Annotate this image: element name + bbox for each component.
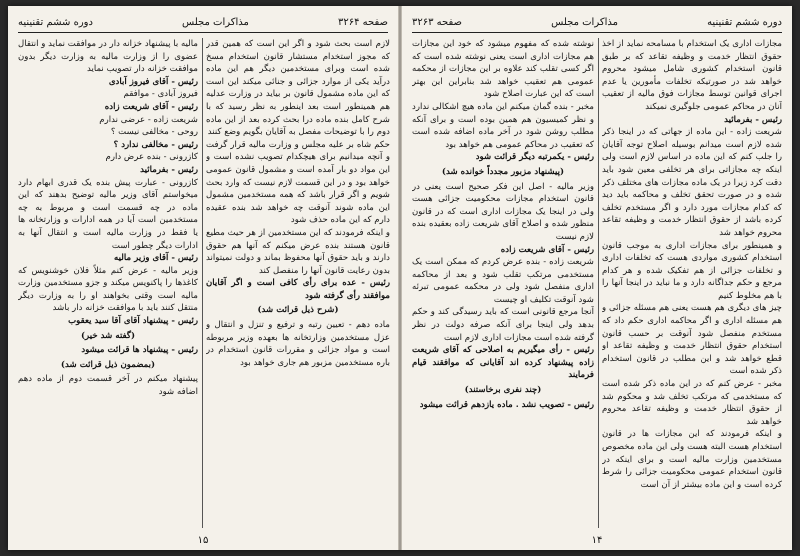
paragraph: مجازات اداری یک استخدام با مسامحه نماید از اخذ حقوق انتظار خدمت و وظیفه تقاعد که بر طبق قانون استخدام کشوری شامل میشود محروم خواهد شد در صورتیکه تخلفات مأمورین یا عدم اجرای قوانین توسط مجازات فوق مالیه از تعقیب آنان در محاکم عمومی جلوگیری نمیکند xyxy=(602,39,782,112)
paragraph: پیشنهاد میکنم در آخر قسمت دوم از ماده دهم اضافه شود xyxy=(18,374,198,398)
paragraph: و همینطور برای مجازات اداری به موجب قانون استخدام کشوری مواردی هست که تخلفات اداری و تخلفات جزائی از هم تفکیک شده و هر کدام مرجع و حکم جداگانه دارد و ما نباید در اینجا آنها را با هم مخلوط کنیم xyxy=(602,240,782,301)
page-header xyxy=(18,14,388,30)
paragraph: وزیر مالیه - عرض کنم مثلاً فلان خوشنویس که کاغذها را پاکنویس میکند و جزو مستخدمین وزارت مالیه است وقتی بخواهند او را به وزارت دیگر منتقل کنند باید با موافقت خزانه دار باشد xyxy=(18,265,198,314)
folio-number: ۱۵ xyxy=(197,535,209,546)
speaker-line: شریعت زاده - عرضی ندارم xyxy=(99,114,198,125)
page-header xyxy=(412,14,782,30)
paragraph: نوشته شده که مفهوم میشود که خود این مجازات هم مجازات اداری است یعنی نوشته شده است که اگر کسی تقلب کند علاوه بر این مجازات از محکمه عمومی هم تعقیب خواهد شد بنابراین این بهتر است که این عبارت اصلاح شود xyxy=(412,39,594,100)
paragraph: شریعت زاده - بنده عرض کردم که ممکن است یک مستخدمی مرتکب تقلب شود و بعد از محاکمه اداری منفصل شود ولی در محکمه عمومی تبرئه شود آنوقت تکلیف او چیست xyxy=(412,257,594,305)
text-column-left xyxy=(18,38,198,528)
speaker-line: رئیس - رأی میگیریم به اصلاحی که آقای شریعت زاده پیشنهاد کرده اند آقایانی که موافقند قیام فرمایند xyxy=(412,345,594,381)
speaker-line: رئیس - یکمرتبه دیگر قرائت شود xyxy=(475,152,594,163)
paragraph: مخبر - بنده گمان میکنم این ماده هیچ اشکالی ندارد و نظر کمیسیون هم همین بوده است و برای آنکه مطلب روشن شود در آخر ماده اضافه شده است که تعقیب در محاکم عمومی هم خواهد بود xyxy=(412,101,594,150)
paragraph: و اینکه فرمودند که این مجازات ها در قانون استخدام هست البته هست ولی این ماده مخصوص مستخدمین وزارت مالیه است و برای اینکه در قانون استخدام عمومی محکومیت جزائی را شرط کرده است و این ماده بیشتر از آن است xyxy=(602,429,782,490)
centered-note: (گفته شد خیر) xyxy=(80,330,136,341)
centered-note: (شرح ذیل قرائت شد) xyxy=(257,305,339,316)
centered-note: (چند نفری برخاستند) xyxy=(464,385,542,396)
centered-note: (پیشنهاد مزبور مجدداً خوانده شد) xyxy=(441,166,565,177)
left-page xyxy=(8,6,398,550)
speaker-line: رئیس - پیشنهاد آقای آقا سید یعقوب xyxy=(68,316,198,327)
speaker-line: رئیس - پیشنهاد ها قرائت میشود xyxy=(81,345,198,356)
paragraph: و اینکه فرمودند که این مستخدمین از هر حیث مطیع قانون هستند بنده عرض میکنم که آنها هم حقوق دارند و باید حقوق آنها محفوظ بماند و دولت نمیتواند بدون رعایت قانون آنها را منفصل کند xyxy=(206,227,390,276)
paragraph: شریعت زاده - این ماده از جهاتی که در اینجا ذکر شده لازم است میدانم بوسیله اصلاح توجه آقایان را جلب کنم که این ماده در اساس لازم است ولی اینکه چه مجازاتی برای هر تخلفی معین شود باید دقت کرد زیرا در یک ماده مجازات های مختلف ذکر شده و در صورت تحقق تخلف و محاکمه باید دید که کدام مجازات مورد دارد و اگر مستخدم تخلف کرده باشد از حقوق انتظار خدمت و وظیفه تقاعد محروم خواهد شد xyxy=(602,127,782,238)
paragraph: ماده دهم - تعیین رتبه و ترفیع و تنزل و انتقال و عزل مستخدمین وزارتخانه ها بعهده وزیر مربوطه است و مواد جزائی و مقررات قانون استخدام در باره مستخدمین مزبور هم جاری خواهد بود xyxy=(206,320,390,368)
paragraph: حکم شاه بر علیه مجلس و وزارت مالیه قرار گرفت و آنچه میدانیم برای هیچکدام تصویب نشده است و این مواد دو بار آمده است و مشمول قانون عمومی خواهد بود و در این قسمت لازم نیست که وارد بحث شویم و اگر قرار باشد که همه مستخدمین مشمول این ماده شوند آنوقت چه خواهد شد بنده عقیده دارم که این ماده حذف شود xyxy=(206,139,390,226)
speaker-line: رئیس - آقای شریعت زاده xyxy=(104,101,198,112)
centered-note: (بمضمون ذیل قرائت شد) xyxy=(60,359,156,370)
speaker-line: رئیس - مخالفی ندارد ؟ xyxy=(113,139,198,150)
speaker-line: رئیس - عده برای رأی کافی است و اگر آقایان موافقند رأی گرفته شود xyxy=(206,278,390,301)
paragraph: لازم است بحث شود و اگر این است که همین قدر که مجوز استخدام مستشار قانون استخدام مسخ شده است وبرای مستخدمین دیگر هم این ماده درآید یکی از موارد جزائی و جنائی میکند این است که این ماده مشمول قانون بر بیاید در وزارت عدلیه هم همینطور است بعد اینطور به نظر رسید که با شرح کامل بنده ماده درا بحث کرده بعد از این ماده دوم را با توضیحات مفصل به آقایان بگویم وضع کنند xyxy=(206,39,390,138)
text-column-right xyxy=(206,38,390,528)
text-column-right xyxy=(602,38,782,528)
running-title: مذاکرات مجلس xyxy=(551,16,618,28)
paragraph: آنجا مرجع قانونی است که باید رسیدگی کند و حکم بدهد ولی اینجا برای آنکه صرفه دولت در نظر گرفته شده است مجازات اداری لازم است xyxy=(412,307,594,343)
column-divider xyxy=(598,38,599,528)
paragraph: وزیر مالیه - اصل این فکر صحیح است یعنی در قانون استخدام مجازات محکومیت جزائی هست ولی در اینجا یک مجازات اداری است که در قانون منظور شده و اصلاح آقای شریعت زاده بعقیده بنده لازم نیست xyxy=(412,181,594,242)
column-divider xyxy=(202,38,203,528)
running-title: مذاکرات مجلس xyxy=(182,16,249,28)
speaker-line: روحی - مخالفی نیست ؟ xyxy=(110,127,198,138)
speaker-line: کازرونی - بنده عرض دارم xyxy=(105,152,198,163)
text-column-left xyxy=(412,38,594,528)
speaker-line: رئیس - آقای وزیر مالیه xyxy=(114,253,198,264)
session-title: دوره ششم تقنینیه xyxy=(18,16,93,28)
session-title: دوره ششم تقنینیه xyxy=(707,16,782,28)
page-number: صفحه ۳۲۶۴ xyxy=(337,16,388,28)
speaker-line: رئیس - آقای شریعت زاده xyxy=(500,244,594,255)
speaker-line: رئیس - بفرمائید xyxy=(140,164,198,175)
header-rule xyxy=(412,32,782,33)
paragraph: مالیه با پیشنهاد خزانه دار در موافقت نماید و انتقال عضوی را از وزارت مالیه به وزارت دیگر بدون موافقت خزانه دار تصویب نماید xyxy=(18,39,198,75)
right-page xyxy=(402,6,792,550)
paragraph: مخبر - عرض کنم که در این ماده ذکر شده است که مستخدمی که مرتکب تخلف شد و محکوم شد از حقوق انتظار خدمت و وظیفه تقاعد محروم خواهد شد xyxy=(602,379,782,427)
folio-number: ۱۴ xyxy=(591,535,603,546)
speaker-line: رئیس - آقای فیروز آبادی xyxy=(108,76,198,87)
speaker-line: فیروز آبادی - موافقم xyxy=(123,89,198,100)
page-number: صفحه ۳۲۶۳ xyxy=(412,16,463,28)
speaker-line: رئیس - تصویب نشد . ماده یازدهم قرائت میشود xyxy=(419,399,594,410)
paragraph: کازرونی - عبارت پیش بنده یک قدری ابهام دارد میخواستم آقای وزیر مالیه توضیح بدهند که این ماده در چه قسمت است و مربوط به چه مستخدمین است آیا در همه ادارات و وزارتخانه ها یا فقط در وزارت مالیه است و انتقال آنها به ادارات دیگر چطور است xyxy=(18,177,198,251)
book-spread xyxy=(8,6,792,550)
header-rule xyxy=(18,32,388,33)
paragraph: چیز های دیگری هم هست یعنی هم مسئله جزائی و هم مسئله اداری و اگر محاکمه اداری حکم داد که مستخدم منفصل شود آنوقت بر حسب قانون استخدام حقوق انتظار خدمت و وظیفه تقاعد او قطع خواهد شد و این مطلب در قانون استخدام ذکر شده است xyxy=(602,303,782,377)
speaker-line: رئیس - بفرمائید xyxy=(724,114,782,125)
